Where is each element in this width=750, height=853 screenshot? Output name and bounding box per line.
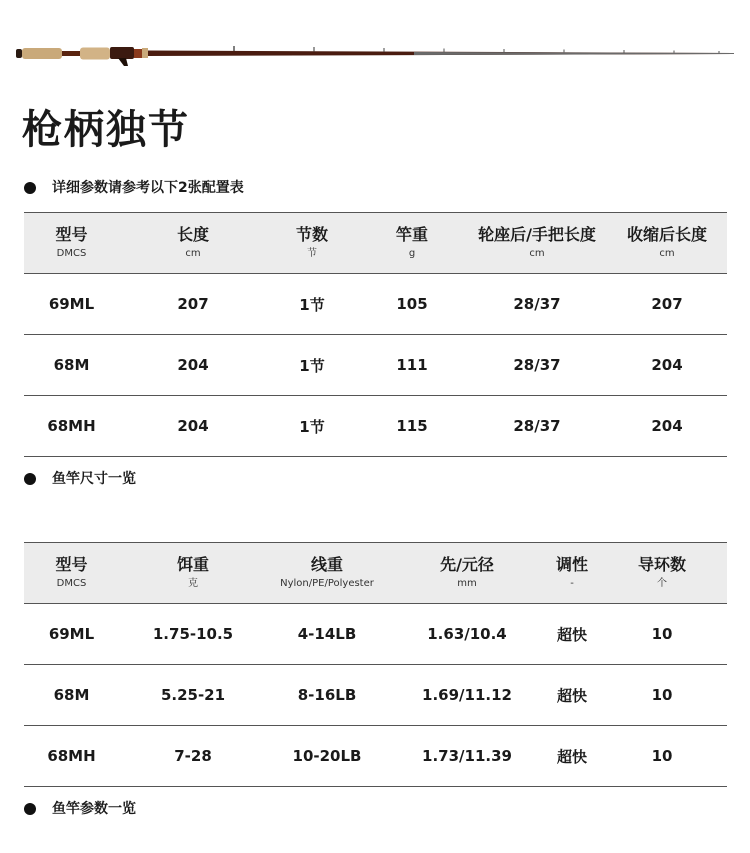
cell-handle-length: 28/37 [513,356,561,374]
cell-guide-count: 10 [651,625,673,643]
fishing-rod-image [14,38,734,68]
table-row [24,274,727,335]
header-guide-count: 导环数 个 [637,555,686,589]
header-model: 型号 DMCS [55,555,88,589]
table-row [24,665,727,726]
header-action: 调性 - [555,555,588,589]
header-handle-length: 轮座后/手把长度 cm [478,225,596,259]
header-length: 长度 cm [176,225,209,259]
cell-handle-length: 28/37 [513,417,561,435]
cell-diameter: 1.73/11.39 [422,747,512,765]
note-text: 鱼竿尺寸一览 [52,471,136,487]
cell-model: 69ML [48,625,95,643]
cell-line-weight: 10-20LB [292,747,362,765]
rod-dimension-table [24,212,727,457]
cell-line-weight: 4-14LB [297,625,357,643]
table-header-row [24,213,727,274]
cell-closed-length: 207 [651,295,683,313]
rod-trigger [118,58,128,66]
rod-butt-cap [16,49,22,58]
cell-lure-weight: 5.25-21 [160,686,226,704]
cell-action: 超快 [556,747,587,766]
cell-model: 68MH [47,417,96,435]
cell-closed-length: 204 [651,417,683,435]
rod-reel-seat [110,47,134,59]
rod-fore-grip [80,48,110,60]
cell-diameter: 1.63/10.4 [427,625,507,643]
cell-weight: 111 [396,356,428,374]
note-config-tables [24,178,244,198]
table-row [24,335,727,396]
cell-length: 207 [177,295,209,313]
header-model: 型号 DMCS [55,225,88,259]
header-closed-length: 收缩后长度 cm [626,225,707,259]
cell-sections: 1节 [299,295,325,314]
cell-sections: 1节 [299,417,325,436]
cell-diameter: 1.69/11.12 [422,686,512,704]
header-weight: 竿重 g [395,225,428,259]
note-rod-dimensions [24,469,136,489]
table-row [24,604,727,665]
rod-rear-grip [22,48,62,59]
cell-guide-count: 10 [651,686,673,704]
table-row [24,726,727,787]
header-lure-weight: 饵重 克 [176,555,209,589]
note-text: 鱼竿参数一览 [52,801,136,817]
rod-blank-rear [62,51,80,56]
table-header-row [24,543,727,604]
cell-sections: 1节 [299,356,325,375]
cell-guide-count: 10 [651,747,673,765]
rod-parameter-table [24,542,727,787]
table-row [24,396,727,457]
cell-model: 68MH [47,747,96,765]
note-text: 详细参数请参考以下2张配置表 [52,180,244,196]
cell-model: 69ML [48,295,95,313]
header-tip-butt-diameter: 先/元径 mm [440,555,494,589]
cell-weight: 115 [396,417,428,435]
bullet-dot-icon [24,182,36,194]
cell-weight: 105 [396,295,428,313]
cell-length: 204 [177,417,209,435]
cell-action: 超快 [556,686,587,705]
header-sections: 节数 节 [295,225,328,259]
header-line-weight: 线重 Nylon/PE/Polyester [280,555,374,589]
cell-closed-length: 204 [651,356,683,374]
cell-lure-weight: 1.75-10.5 [152,625,234,643]
cell-length: 204 [177,356,209,374]
cell-model: 68M [53,356,90,374]
cell-line-weight: 8-16LB [297,686,357,704]
page-title: 枪柄独节 [22,107,190,153]
cell-action: 超快 [556,625,587,644]
cell-lure-weight: 7-28 [174,747,212,765]
cell-model: 68M [53,686,90,704]
note-rod-parameters [24,799,136,819]
bullet-dot-icon [24,473,36,485]
cell-handle-length: 28/37 [513,295,561,313]
bullet-dot-icon [24,803,36,815]
